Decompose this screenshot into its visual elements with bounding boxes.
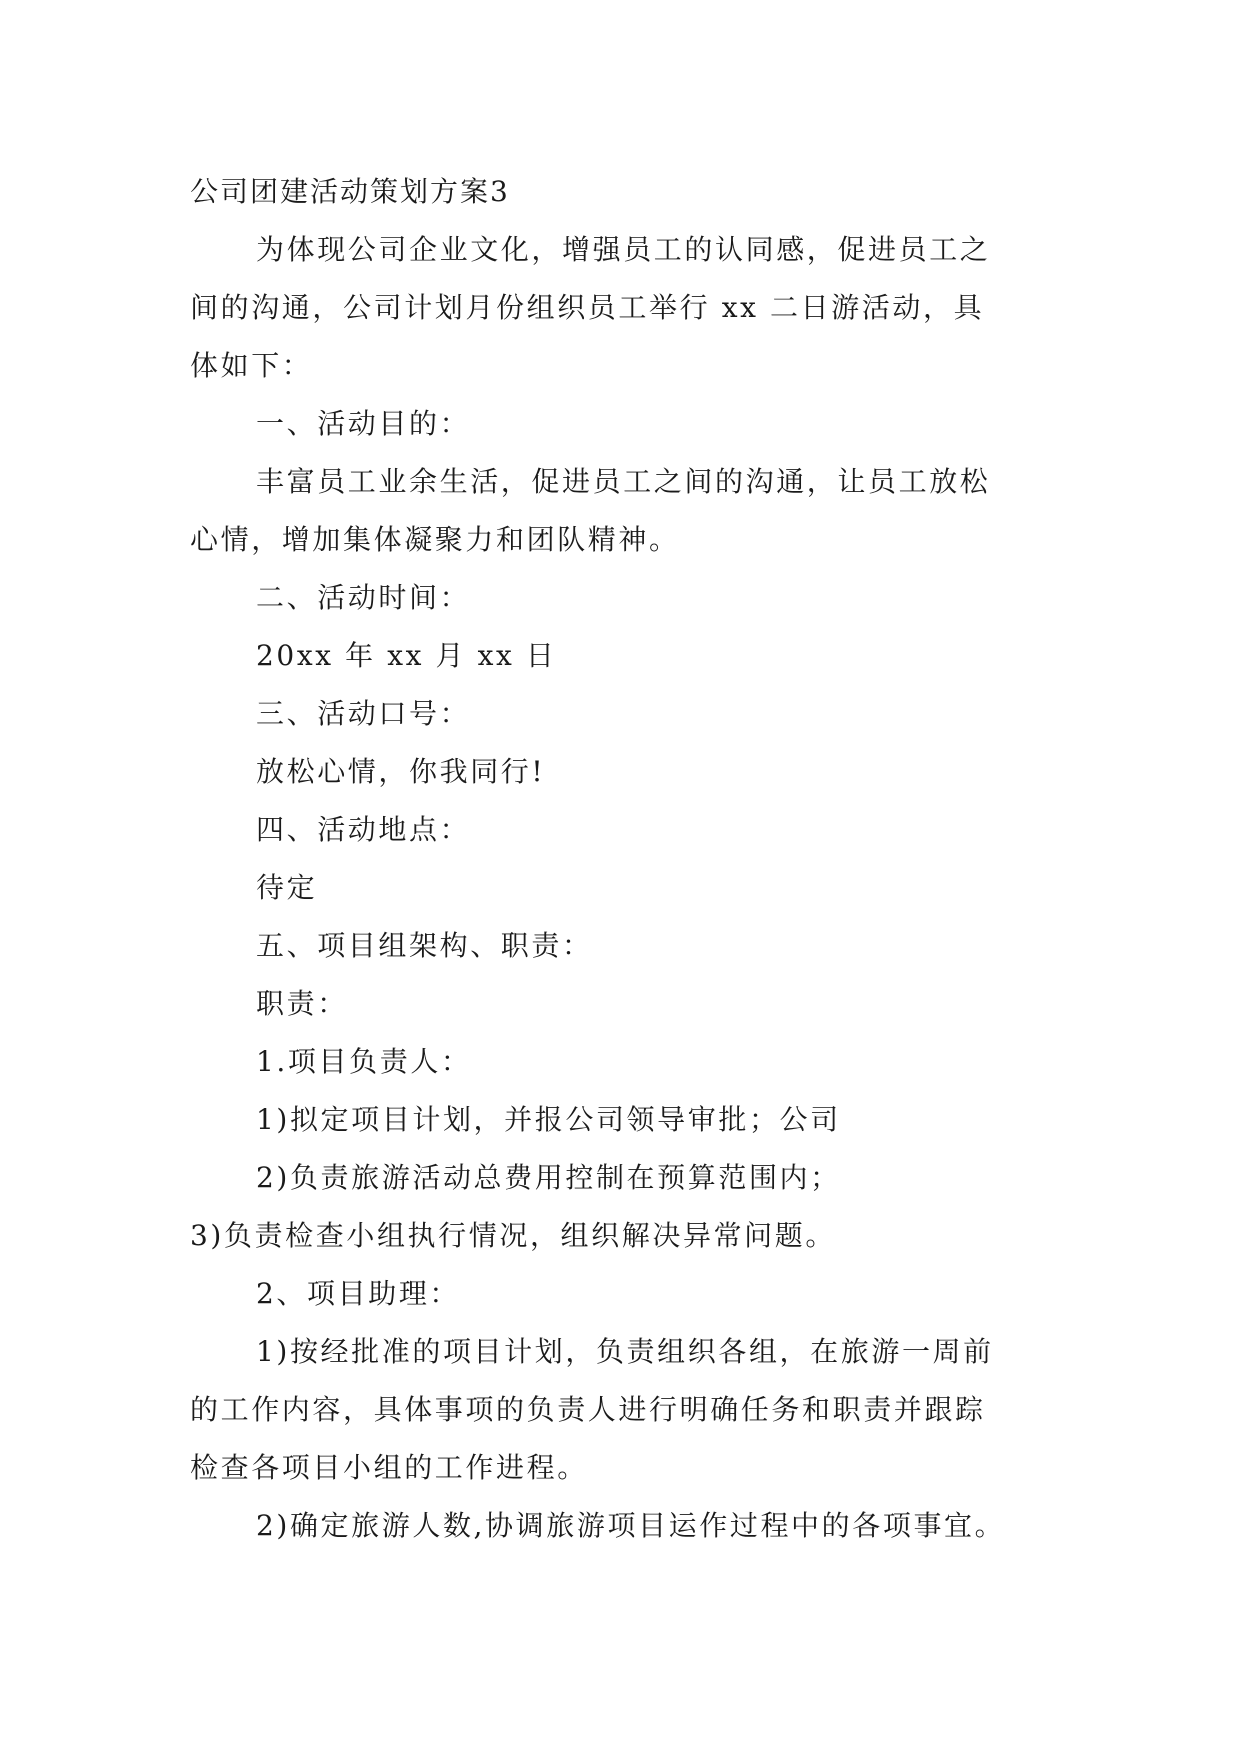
section-heading: 二、活动时间： bbox=[256, 581, 471, 614]
section-heading: 四、活动地点： bbox=[256, 813, 471, 846]
paragraph-line: 20xx 年 xx 月 xx 日 bbox=[256, 639, 557, 672]
list-item: 2)负责旅游活动总费用控制在预算范围内； bbox=[256, 1161, 841, 1194]
paragraph-line: 间的沟通，公司计划月份组织员工举行 xx 二日游活动，具 bbox=[190, 291, 985, 324]
paragraph-line: 职责： bbox=[256, 987, 348, 1020]
list-item: 1)拟定项目计划，并报公司领导审批；公司 bbox=[256, 1103, 841, 1136]
document-body bbox=[190, 163, 1060, 1555]
paragraph-line: 放松心情，你我同行! bbox=[256, 755, 546, 788]
list-item: 1)按经批准的项目计划，负责组织各组，在旅游一周前 bbox=[256, 1335, 994, 1368]
paragraph-line: 检查各项目小组的工作进程。 bbox=[190, 1451, 588, 1484]
document-title: 公司团建活动策划方案3 bbox=[190, 175, 510, 208]
section-heading: 三、活动口号： bbox=[256, 697, 471, 730]
list-item: 3)负责检查小组执行情况，组织解决异常问题。 bbox=[190, 1219, 836, 1252]
paragraph-line: 心情，增加集体凝聚力和团队精神。 bbox=[190, 523, 680, 556]
list-item: 2、项目助理： bbox=[256, 1277, 461, 1310]
list-item: 2)确定旅游人数,协调旅游项目运作过程中的各项事宜。 bbox=[256, 1509, 1006, 1542]
section-heading: 五、项目组架构、职责： bbox=[256, 929, 593, 962]
list-item: 1.项目负责人： bbox=[256, 1045, 472, 1078]
paragraph-line: 体如下： bbox=[190, 349, 313, 382]
paragraph-line: 的工作内容，具体事项的负责人进行明确任务和职责并跟踪 bbox=[190, 1393, 986, 1426]
paragraph-line: 丰富员工业余生活，促进员工之间的沟通，让员工放松 bbox=[256, 465, 991, 498]
paragraph-line: 为体现公司企业文化，增强员工的认同感，促进员工之 bbox=[256, 233, 991, 266]
section-heading: 一、活动目的： bbox=[256, 407, 471, 440]
paragraph-line: 待定 bbox=[256, 871, 318, 904]
